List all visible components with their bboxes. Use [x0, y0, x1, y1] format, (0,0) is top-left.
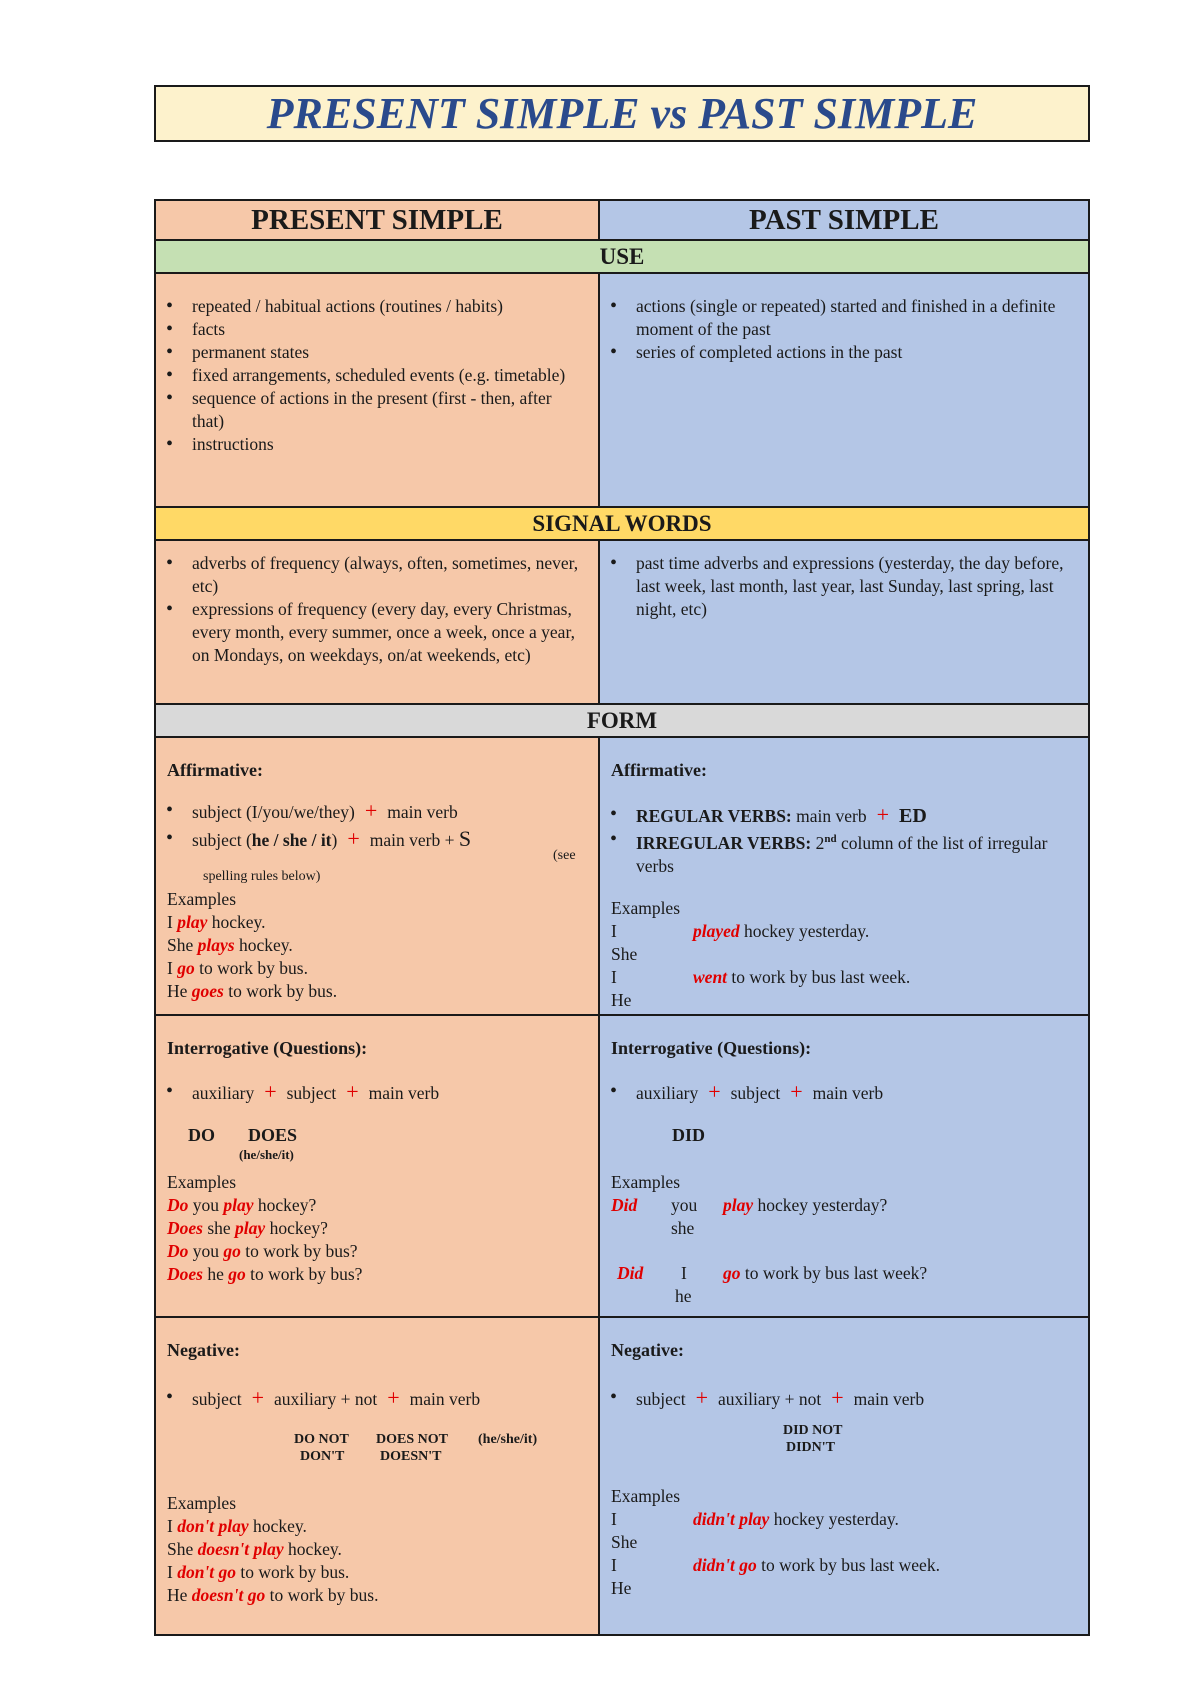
formula-line: • subject (I/you/we/they) + main verb [156, 799, 586, 824]
list-item: • sequence of actions in the present (first - then, after that) [156, 387, 584, 433]
plus-icon: + [387, 1385, 400, 1410]
list-item: • permanent states [156, 341, 584, 364]
plus-icon: + [251, 1385, 264, 1410]
affirmative-row [156, 736, 1088, 1014]
examples-label: Examples [611, 1486, 681, 1506]
negative-formula [156, 1386, 586, 1411]
plus-icon: + [264, 1079, 277, 1104]
example-line: I play hockey. [167, 912, 266, 932]
affirmative-label: Affirmative: [611, 760, 707, 780]
formula-line: • subject + auxiliary + not + main verb [156, 1386, 586, 1411]
negative-label: Negative: [611, 1340, 684, 1360]
interrogative-row [156, 1014, 1088, 1316]
use-present [156, 274, 600, 506]
aux-block: DID [672, 1125, 706, 1145]
negative-label: Negative: [167, 1340, 240, 1360]
header-past: PAST SIMPLE [600, 201, 1088, 239]
examples-label: Examples [167, 1172, 237, 1192]
interrogative-formula [156, 1080, 586, 1105]
plus-icon: + [708, 1079, 721, 1104]
example-line: He doesn't go to work by bus. [167, 1585, 379, 1605]
interrogative-label: Interrogative (Questions): [611, 1038, 812, 1058]
examples-label: Examples [167, 889, 237, 909]
plus-icon: + [831, 1385, 844, 1410]
plus-icon: + [876, 802, 890, 827]
aux-block: DO NOT DON'T DOES NOT DOESN'T (he/she/it) [294, 1432, 538, 1464]
example-line: She doesn't play hockey. [167, 1539, 342, 1559]
spelling-note: (see spelling rules below) [203, 848, 576, 884]
negative-row [156, 1316, 1088, 1634]
section-form: FORM [156, 703, 1088, 736]
list-item: • instructions [156, 433, 584, 456]
list-item: • fixed arrangements, scheduled events (e.g. timetable) [156, 364, 584, 387]
page-title: PRESENT SIMPLE vs PAST SIMPLE [266, 89, 978, 138]
formula-line: • subject (he / she / it) + main verb + S [156, 827, 586, 852]
formula-line: • auxiliary + subject + main verb [600, 1080, 1076, 1105]
example-line: I go to work by bus. [167, 958, 308, 978]
formula-line: • REGULAR VERBS: main verb + ED [600, 803, 1076, 828]
list-item: • series of completed actions in the past [600, 341, 1074, 364]
signal-past-list [600, 541, 1088, 621]
page-title-box [154, 85, 1090, 142]
formula-line: • IRREGULAR VERBS: 2nd column of the list of irregular verbs [600, 828, 1076, 878]
section-signal-words: SIGNAL WORDS [156, 506, 1088, 539]
header-present: PRESENT SIMPLE [156, 201, 600, 239]
example-line: Do you play hockey? [167, 1195, 317, 1215]
signal-row [156, 539, 1088, 703]
list-item: • adverbs of frequency (always, often, sometimes, never, etc) [156, 552, 584, 598]
examples-block: I She didn't play hockey yesterday. I He didn't go to work by bus last week. [611, 1509, 940, 1598]
signal-present [156, 541, 600, 703]
example-line: Does he go to work by bus? [167, 1264, 363, 1284]
use-past-list [600, 274, 1088, 364]
negative-formula [600, 1386, 1076, 1411]
aux-block: DID NOT DIDN'T [783, 1423, 843, 1455]
negative-past [600, 1318, 1088, 1634]
header-row [156, 201, 1088, 239]
example-line: She plays hockey. [167, 935, 293, 955]
use-row [156, 272, 1088, 506]
use-past [600, 274, 1088, 506]
formula-line: • auxiliary + subject + main verb [156, 1080, 586, 1105]
example-line: Do you go to work by bus? [167, 1241, 358, 1261]
interrogative-label: Interrogative (Questions): [167, 1038, 368, 1058]
plus-icon: + [347, 826, 360, 851]
signal-past [600, 541, 1088, 703]
example-line: He goes to work by bus. [167, 981, 338, 1001]
example-line: Does she play hockey? [167, 1218, 328, 1238]
examples-label: Examples [611, 1172, 681, 1192]
interrogative-past [600, 1016, 1088, 1316]
affirmative-label: Affirmative: [167, 760, 263, 780]
use-present-list [156, 274, 598, 456]
list-item: • repeated / habitual actions (routines / habits) [156, 295, 584, 318]
affirmative-present [156, 738, 600, 1014]
plus-icon: + [364, 798, 378, 823]
interrogative-formula [600, 1080, 1076, 1105]
section-use: USE [156, 239, 1088, 272]
aux-block: DO DOES (he/she/it) [188, 1125, 298, 1162]
example-line: I don't go to work by bus. [167, 1562, 350, 1582]
interrogative-present [156, 1016, 600, 1316]
list-item: • expressions of frequency (every day, every Christmas, every month, every summer, once a week, once a year, on Mondays, on weekdays, on/at weekends, etc) [156, 598, 584, 667]
list-item: • actions (single or repeated) started and finished in a definite moment of the past [600, 295, 1074, 341]
negative-present [156, 1318, 600, 1634]
example-line: I don't play hockey. [167, 1516, 307, 1536]
list-item: • past time adverbs and expressions (yesterday, the day before, last week, last month, last year, last Sunday, last spring, last night, etc) [600, 552, 1074, 621]
examples-block: I She played hockey yesterday. I He went to work by bus last week. [611, 920, 911, 1010]
examples-label: Examples [167, 1493, 237, 1513]
plus-icon: + [346, 1079, 359, 1104]
plus-icon: + [790, 1079, 803, 1104]
plus-icon: + [695, 1385, 708, 1410]
comparison-table [154, 199, 1090, 1636]
signal-present-list [156, 541, 598, 667]
formula-line: • subject + auxiliary + not + main verb [600, 1386, 1076, 1411]
list-item: • facts [156, 318, 584, 341]
examples-block: Did you she play hockey yesterday? Did I he go to work by bus last week? [611, 1195, 928, 1306]
affirmative-past-formula [600, 803, 1076, 878]
affirmative-past [600, 738, 1088, 1014]
examples-label: Examples [611, 897, 681, 918]
